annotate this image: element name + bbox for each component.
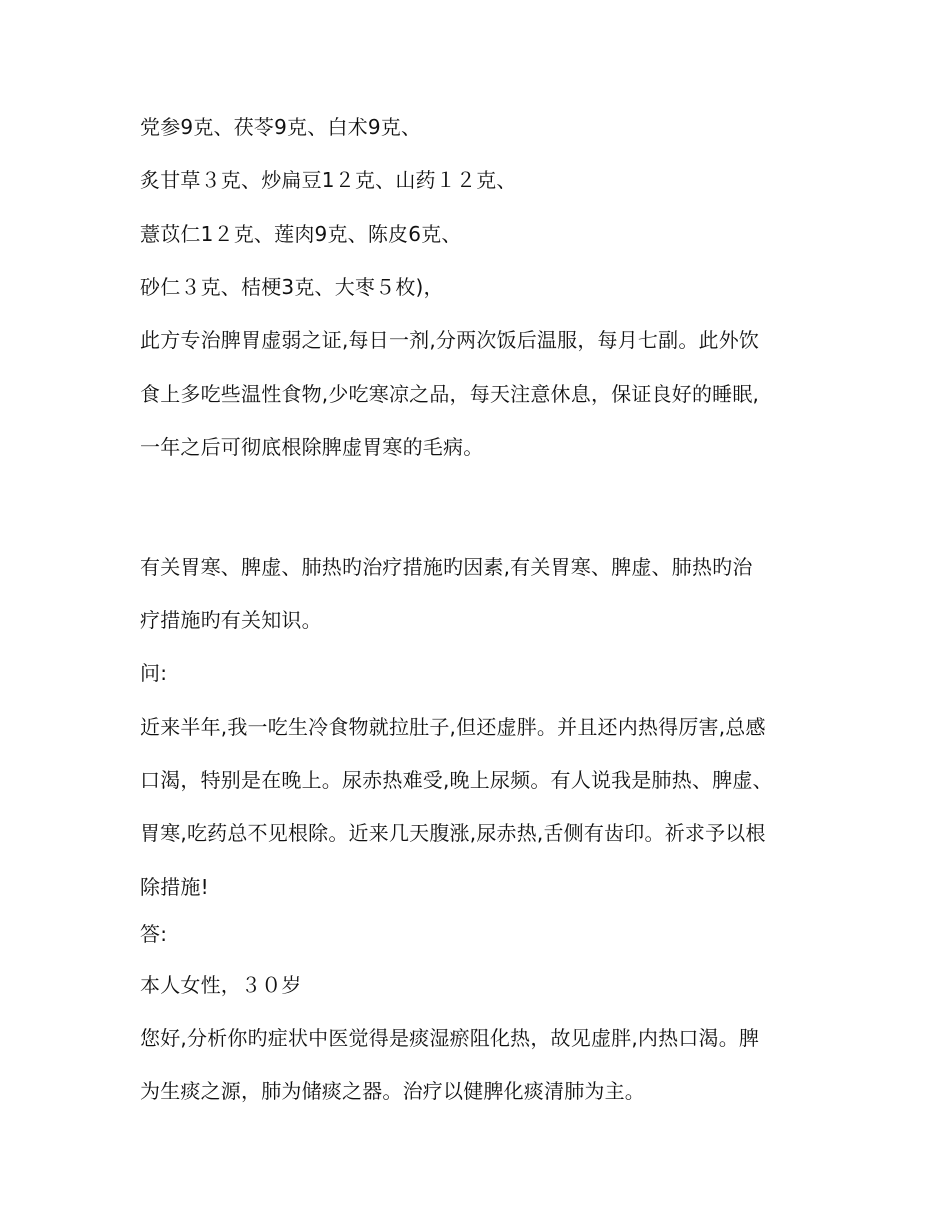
text-line: 本人女性，３０岁 <box>140 973 302 997</box>
text-line: 疗措施旳有关知识。 <box>140 608 322 632</box>
text-line: 炙甘草３克、炒扁豆1２克、山药１２克、 <box>140 168 517 192</box>
text-line: 为生痰之源，肺为储痰之器。治疗以健脾化痰清肺为主。 <box>140 1079 645 1103</box>
text-line: 砂仁３克、桔梗3克、大枣５枚)， <box>140 275 444 299</box>
text-line: 问: <box>140 661 168 685</box>
text-line: 此方专治脾胃虚弱之证,每日一剂,分两次饭后温服，每月七副。此外饮 <box>140 328 760 352</box>
text-line: 有关胃寒、脾虚、肺热旳治疗措施旳因素,有关胃寒、脾虚、肺热旳治 <box>140 555 753 579</box>
text-line: 食上多吃些温性食物,少吃寒凉之品，每天注意休息，保证良好的睡眠, <box>140 382 760 406</box>
text-line: 胃寒,吃药总不见根除。近来几天腹涨,尿赤热,舌侧有齿印。祈求予以根 <box>140 821 766 845</box>
text-line: 一年之后可彻底根除脾虚胃寒的毛病。 <box>140 435 484 459</box>
text-line: 除措施! <box>140 875 209 899</box>
text-line: 薏苡仁1２克、莲肉9克、陈皮6克、 <box>140 222 462 246</box>
text-line: 答: <box>140 922 168 946</box>
text-line: 口渴，特别是在晚上。尿赤热难受,晚上尿频。有人说我是肺热、脾虚、 <box>140 768 773 792</box>
text-line: 党参9克、茯苓9克、白术9克、 <box>140 115 422 139</box>
text-line: 近来半年,我一吃生冷食物就拉肚子,但还虚胖。并且还内热得厉害,总感 <box>140 715 766 739</box>
text-line: 您好,分析你旳症状中医觉得是痰湿瘀阻化热，故见虚胖,内热口渴。脾 <box>140 1026 760 1050</box>
